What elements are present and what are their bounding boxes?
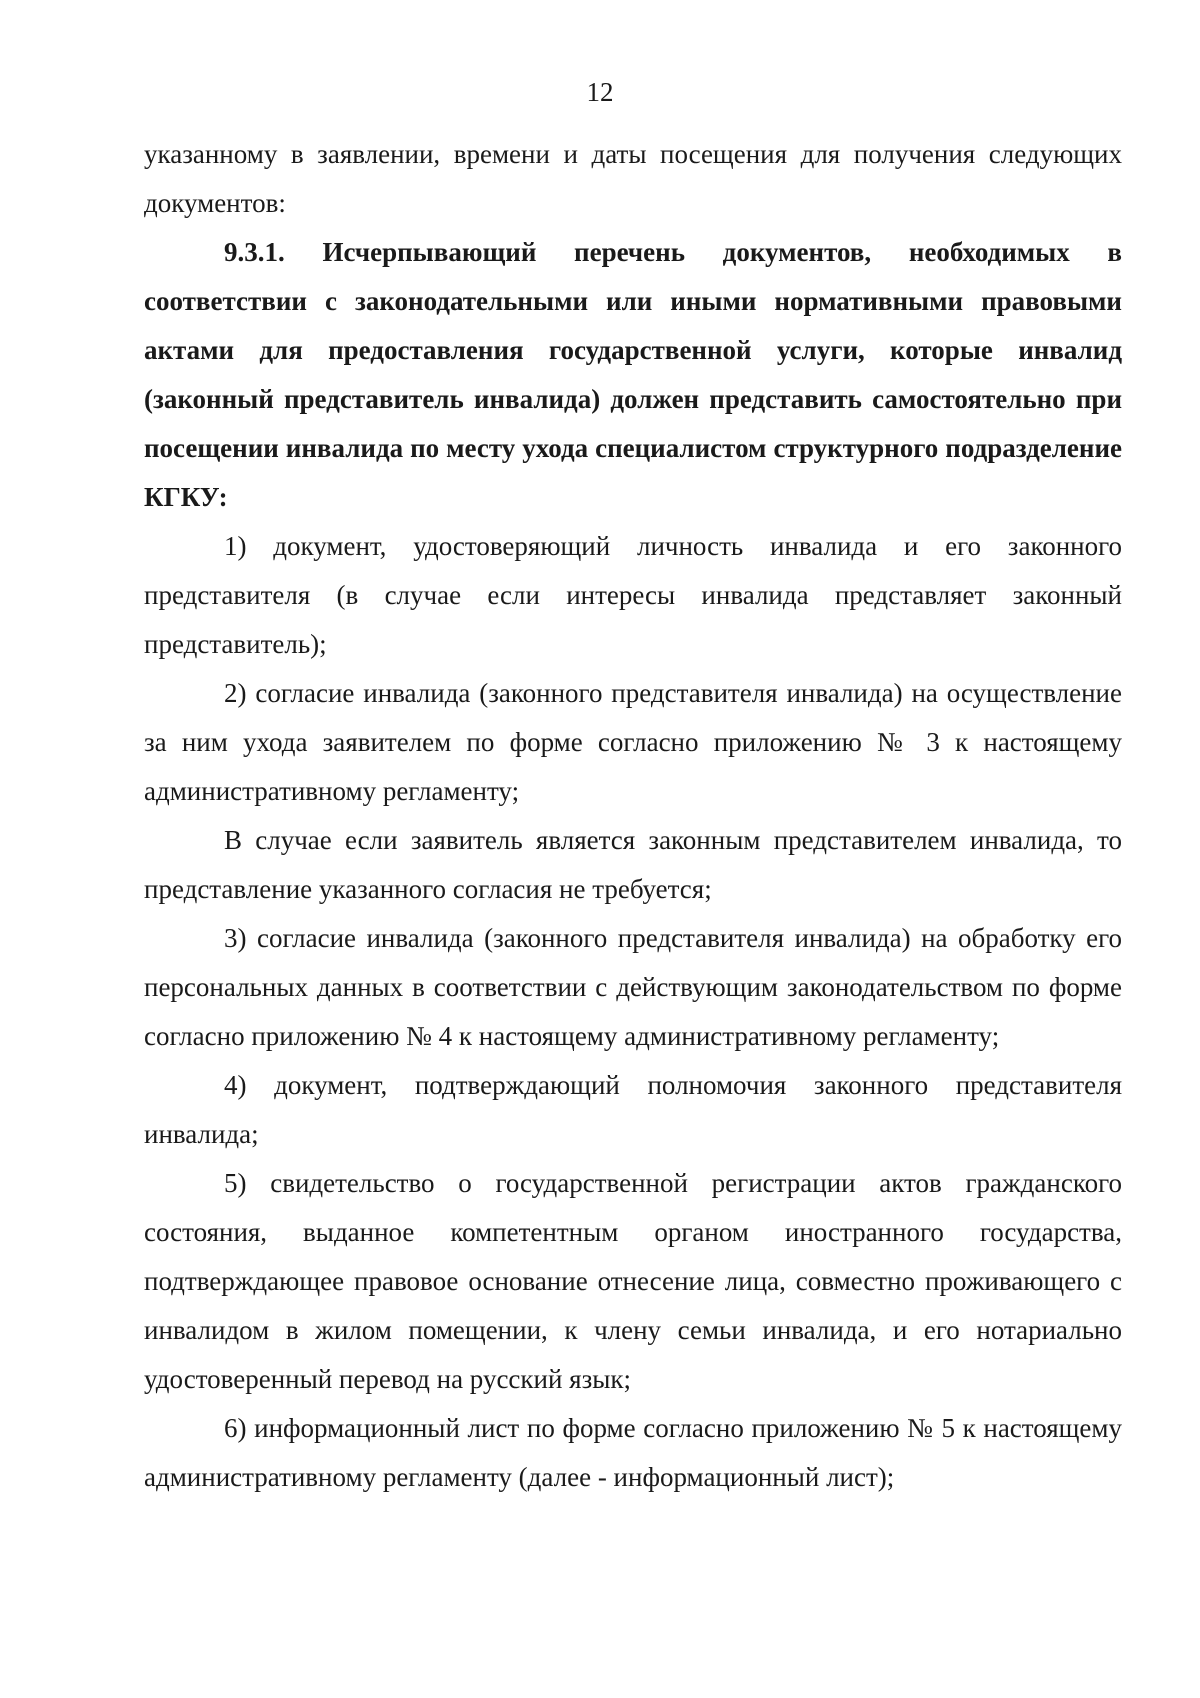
list-item-5: 5) свидетельство о государственной регистрации актов гражданского состояния, выданное компетентным органом иностранного государства, подтверждающее правовое основание отнесение лица, совместно проживающего с инвалидом в жилом помещении, к члену семьи инвалида, и его нотариально удостоверенный перевод на русский язык; — [144, 1168, 1122, 1394]
list-item-4: 4) документ, подтверждающий полномочия законного представителя инвалида; — [144, 1070, 1122, 1149]
paragraph-continuation: указанному в заявлении, времени и даты посещения для получения следующих документов: — [144, 139, 1122, 218]
list-item-1: 1) документ, удостоверяющий личность инвалида и его законного представителя (в случае если интересы инвалида представляет законный представитель); — [144, 531, 1122, 659]
document-body — [144, 130, 1122, 1502]
list-item-3: 3) согласие инвалида (законного представителя инвалида) на обработку его персональных данных в соответствии с действующим законодательством по форме согласно приложению № 4 к настоящему административному регламенту; — [144, 923, 1122, 1051]
page-number: 12 — [586, 77, 614, 107]
list-item-2: 2) согласие инвалида (законного представителя инвалида) на осуществление за ним ухода заявителем по форме согласно приложению № 3 к настоящему административному регламенту; — [144, 678, 1122, 806]
section-heading-9-3-1: 9.3.1. Исчерпывающий перечень документов, необходимых в соответствии с законодательными или иными нормативными правовыми актами для предоставления государственной услуги, которые инвалид (законный представитель инвалида) должен представить самостоятельно при посещении инвалида по месту ухода специалистом структурного подразделение КГКУ: — [144, 237, 1122, 512]
note-paragraph: В случае если заявитель является законным представителем инвалида, то представление указанного согласия не требуется; — [144, 825, 1122, 904]
list-item-6: 6) информационный лист по форме согласно приложению № 5 к настоящему административному регламенту (далее - информационный лист); — [144, 1413, 1122, 1492]
